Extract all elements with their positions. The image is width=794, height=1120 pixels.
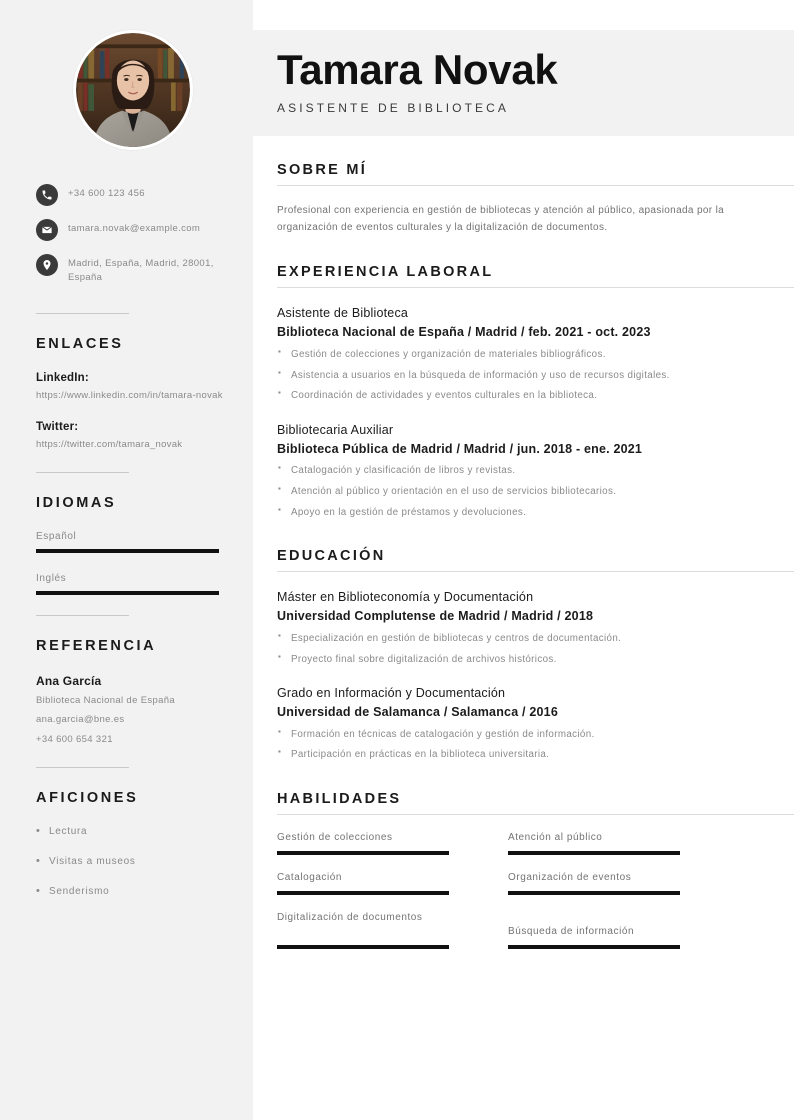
- contact-address-row[interactable]: [36, 254, 229, 285]
- hobbies-list: [36, 826, 229, 897]
- language-level-fill: [36, 591, 219, 595]
- bullet-item: ▪ Asistencia a usuarios en la búsqueda de información y uso de recursos digitales.: [277, 368, 737, 384]
- about-text: Profesional con experiencia en gestión de bibliotecas y atención al público, apasionada por la organización de eventos culturales y la digitalización de documentos.: [277, 205, 725, 234]
- avatar-container: [36, 30, 229, 150]
- contact-email: tamara.novak@example.com: [68, 223, 201, 234]
- education-entry: [277, 684, 794, 763]
- section-rule: [277, 571, 794, 572]
- entry-bullets: [277, 631, 794, 667]
- skill-level-fill: [277, 891, 449, 895]
- skill-level-fill: [508, 851, 680, 855]
- education-entry: [277, 588, 794, 667]
- entry-subtitle: Biblioteca Nacional de España / Madrid / feb. 2021 - oct. 2023: [277, 325, 651, 340]
- language-item-ingles: [36, 573, 229, 595]
- skill-level-fill: [508, 945, 680, 949]
- reference-name: Ana García: [36, 674, 102, 689]
- language-name: Inglés: [36, 573, 67, 585]
- entry-subtitle: Universidad de Salamanca / Salamanca / 2016: [277, 705, 558, 719]
- page-title: Tamara Novak: [277, 46, 558, 93]
- skill-name: Catalogación: [277, 872, 342, 884]
- section-rule: [277, 185, 794, 186]
- link-url[interactable]: https://twitter.com/tamara_novak: [36, 438, 183, 450]
- hobby-item: • Lectura: [36, 826, 229, 837]
- sidebar-divider-languages: [36, 472, 129, 473]
- reference-card: [36, 674, 229, 747]
- entry-title: Bibliotecaria Auxiliar: [277, 422, 394, 437]
- section-education: [277, 548, 794, 763]
- skills-heading: HABILIDADES: [277, 791, 402, 808]
- link-item-twitter[interactable]: [36, 421, 229, 452]
- contact-address: Madrid, España, Madrid, 28001, España: [68, 258, 214, 283]
- links-heading: ENLACES: [36, 335, 124, 352]
- skill-item: [508, 911, 708, 949]
- entry-bullets: [277, 463, 794, 520]
- bullet-item: ▪ Especialización en gestión de bibliotecas y centros de documentación.: [277, 631, 737, 647]
- reference-organization: Biblioteca Nacional de España: [36, 695, 176, 707]
- skill-level-bar: [277, 945, 449, 949]
- sidebar-divider-links: [36, 313, 129, 314]
- skill-level-fill: [277, 851, 449, 855]
- hobby-item: • Visitas a museos: [36, 856, 229, 867]
- entry-title: Máster en Biblioteconomía y Documentación: [277, 590, 534, 605]
- contact-phone: +34 600 123 456: [68, 188, 145, 199]
- skill-name: Gestión de colecciones: [277, 832, 393, 844]
- sidebar-divider-reference: [36, 615, 129, 616]
- skill-item: [277, 911, 477, 949]
- reference-email[interactable]: ana.garcia@bne.es: [36, 714, 125, 726]
- job-role-subtitle: ASISTENTE DE BIBLIOTECA: [277, 101, 510, 116]
- section-rule: [277, 814, 794, 815]
- skill-name: Búsqueda de información: [508, 926, 635, 938]
- section-experience: [277, 264, 794, 520]
- experience-heading: EXPERIENCIA LABORAL: [277, 264, 494, 281]
- link-url[interactable]: https://www.linkedin.com/in/tamara-novak: [36, 389, 223, 401]
- skill-level-bar: [508, 891, 680, 895]
- skill-level-fill: [277, 945, 449, 949]
- languages-heading: IDIOMAS: [36, 495, 117, 512]
- language-level-fill: [36, 549, 219, 553]
- entry-subtitle: Biblioteca Pública de Madrid / Madrid / jun. 2018 - ene. 2021: [277, 441, 643, 456]
- reference-heading: REFERENCIA: [36, 638, 157, 655]
- language-level-bar: [36, 591, 219, 595]
- link-label: LinkedIn:: [36, 371, 89, 384]
- bullet-item: ▪ Atención al público y orientación en el uso de servicios bibliotecarios.: [277, 484, 737, 500]
- language-item-espanol: [36, 531, 229, 553]
- sidebar-divider-hobbies: [36, 767, 129, 768]
- bullet-item: ▪ Catalogación y clasificación de libros y revistas.: [277, 463, 737, 479]
- location-icon: [36, 254, 58, 276]
- hobby-item: • Senderismo: [36, 886, 229, 897]
- name-band: [253, 30, 794, 136]
- contact-phone-row[interactable]: [36, 184, 229, 206]
- bullet-item: ▪ Gestión de colecciones y organización de materiales bibliográficos.: [277, 347, 737, 363]
- skill-name: Digitalización de documentos: [277, 912, 423, 924]
- entry-title: Asistente de Biblioteca: [277, 306, 409, 321]
- skill-level-fill: [508, 891, 680, 895]
- entry-bullets: [277, 347, 794, 404]
- skill-item: [508, 871, 708, 895]
- bullet-item: ▪ Apoyo en la gestión de préstamos y devoluciones.: [277, 505, 737, 521]
- language-level-bar: [36, 549, 219, 553]
- bullet-item: ▪ Formación en técnicas de catalogación y gestión de información.: [277, 727, 737, 743]
- contact-list: [36, 184, 229, 285]
- language-name: Español: [36, 531, 77, 543]
- skill-level-bar: [277, 851, 449, 855]
- bullet-item: ▪ Proyecto final sobre digitalización de archivos históricos.: [277, 652, 737, 668]
- skill-item: [277, 871, 477, 895]
- skill-level-bar: [508, 851, 680, 855]
- about-heading: SOBRE MÍ: [277, 162, 368, 178]
- avatar: [73, 30, 193, 150]
- skill-name: Organización de eventos: [508, 872, 632, 884]
- entry-subtitle: Universidad Complutense de Madrid / Madrid / 2018: [277, 609, 594, 624]
- experience-entry: [277, 304, 794, 404]
- email-icon: [36, 219, 58, 241]
- main-body: [253, 136, 794, 965]
- hobbies-heading: AFICIONES: [36, 789, 139, 806]
- skill-name: Atención al público: [508, 832, 603, 844]
- skill-item: [277, 831, 477, 855]
- experience-entry: [277, 421, 794, 521]
- entry-bullets: [277, 727, 794, 763]
- skill-level-bar: [277, 891, 449, 895]
- skill-level-bar: [508, 945, 680, 949]
- main-column: [253, 0, 794, 1120]
- sidebar: [0, 0, 253, 1120]
- phone-icon: [36, 184, 58, 206]
- education-heading: EDUCACIÓN: [277, 548, 386, 565]
- link-item-linkedin[interactable]: [36, 372, 229, 403]
- section-rule: [277, 287, 794, 288]
- contact-email-row[interactable]: [36, 219, 229, 241]
- link-label: Twitter:: [36, 420, 79, 433]
- bullet-item: ▪ Coordinación de actividades y eventos culturales en la biblioteca.: [277, 388, 737, 404]
- skills-grid: [277, 831, 794, 965]
- section-skills: [277, 791, 794, 965]
- entry-title: Grado en Información y Documentación: [277, 686, 506, 701]
- bullet-item: ▪ Participación en prácticas en la biblioteca universitaria.: [277, 747, 737, 763]
- reference-phone[interactable]: +34 600 654 321: [36, 733, 113, 745]
- section-about: [277, 162, 794, 236]
- skill-item: [508, 831, 708, 855]
- portrait-photo-icon: [76, 33, 190, 147]
